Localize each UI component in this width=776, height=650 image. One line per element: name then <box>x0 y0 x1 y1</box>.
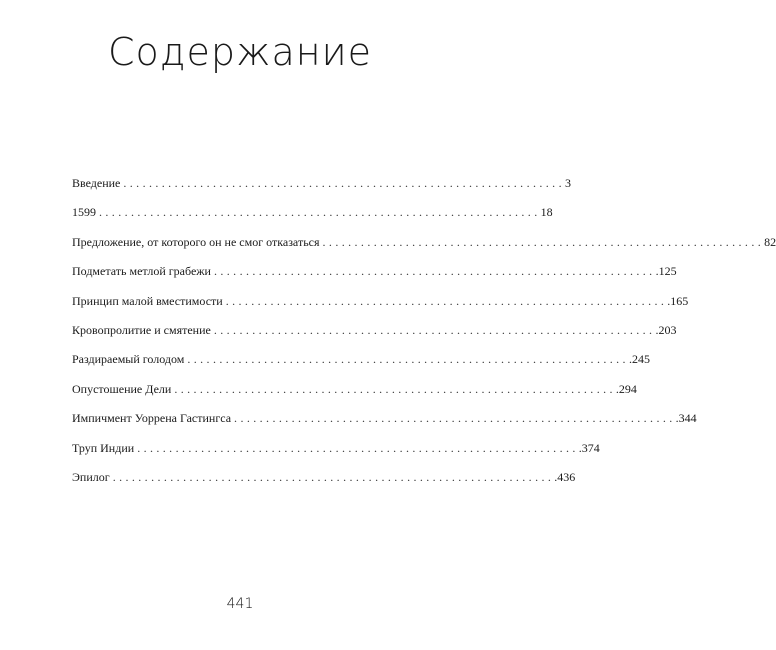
toc-entry-title: 1599 <box>72 205 96 220</box>
page-number: 441 <box>226 596 254 612</box>
toc-entry-page: .374 <box>578 440 600 455</box>
toc-entry-page: 82 <box>764 234 776 249</box>
toc-entry[interactable] <box>72 352 650 381</box>
toc-entry-title: Раздираемый голодом <box>72 352 185 367</box>
toc-entry-page: .245 <box>628 352 650 367</box>
toc-entry[interactable] <box>72 381 637 411</box>
toc-entry-page: .344 <box>675 411 697 426</box>
toc-entry-title: Опустошение Дели <box>72 381 172 396</box>
toc-entry[interactable] <box>72 293 689 323</box>
toc-entry-page: .165 <box>667 293 689 308</box>
toc-entry-title: Введение <box>72 176 121 190</box>
table-of-contents <box>72 176 776 499</box>
toc-entry-page: 3 <box>564 176 571 190</box>
toc-dot-leader: ..................................................................... <box>213 264 656 279</box>
toc-dot-leader: ..................................................................... <box>174 381 616 396</box>
toc-dot-leader: ..................................................................... <box>322 234 765 249</box>
toc-dot-leader: ..................................................................... <box>234 411 676 426</box>
toc-entry[interactable] <box>72 264 677 293</box>
toc-dot-leader: ..................................................................... <box>213 322 656 337</box>
toc-entry-page: 18 <box>540 205 553 220</box>
toc-entry-title: Труп Индии <box>72 440 135 455</box>
toc-entry-title: Подметать метлой грабежи <box>72 264 211 279</box>
toc-entry[interactable] <box>72 205 553 234</box>
page-title: Содержание <box>107 30 373 74</box>
toc-dot-leader: ..................................................................... <box>187 352 629 367</box>
toc-dot-leader: ..................................................................... <box>112 469 555 484</box>
toc-dot-leader: ..................................................................... <box>225 293 668 308</box>
toc-dot-leader: ..................................................................... <box>99 205 541 220</box>
toc-entry-page: .294 <box>615 381 637 396</box>
toc-dot-leader: ..................................................................... <box>137 440 579 455</box>
toc-dot-leader: ..................................................................... <box>123 176 565 190</box>
toc-entry-page: .436 <box>554 469 576 484</box>
toc-entry-title: Эпилог <box>72 469 110 484</box>
toc-entry[interactable] <box>72 411 697 440</box>
toc-entry-title: Кровопролитие и смятение <box>72 322 211 337</box>
toc-entry[interactable] <box>72 322 677 352</box>
toc-entry-title: Принцип малой вместимости <box>72 293 223 308</box>
toc-entry[interactable] <box>72 176 571 205</box>
toc-entry-title: Импичмент Уоррена Гастингса <box>72 411 232 426</box>
toc-entry[interactable] <box>72 234 776 264</box>
toc-entry[interactable] <box>72 469 576 499</box>
toc-entry-title: Предложение, от которого он не смог отказаться <box>72 234 320 249</box>
toc-entry-page: .203 <box>655 322 677 337</box>
toc-entry[interactable] <box>72 440 600 470</box>
toc-entry-page: .125 <box>655 264 677 279</box>
